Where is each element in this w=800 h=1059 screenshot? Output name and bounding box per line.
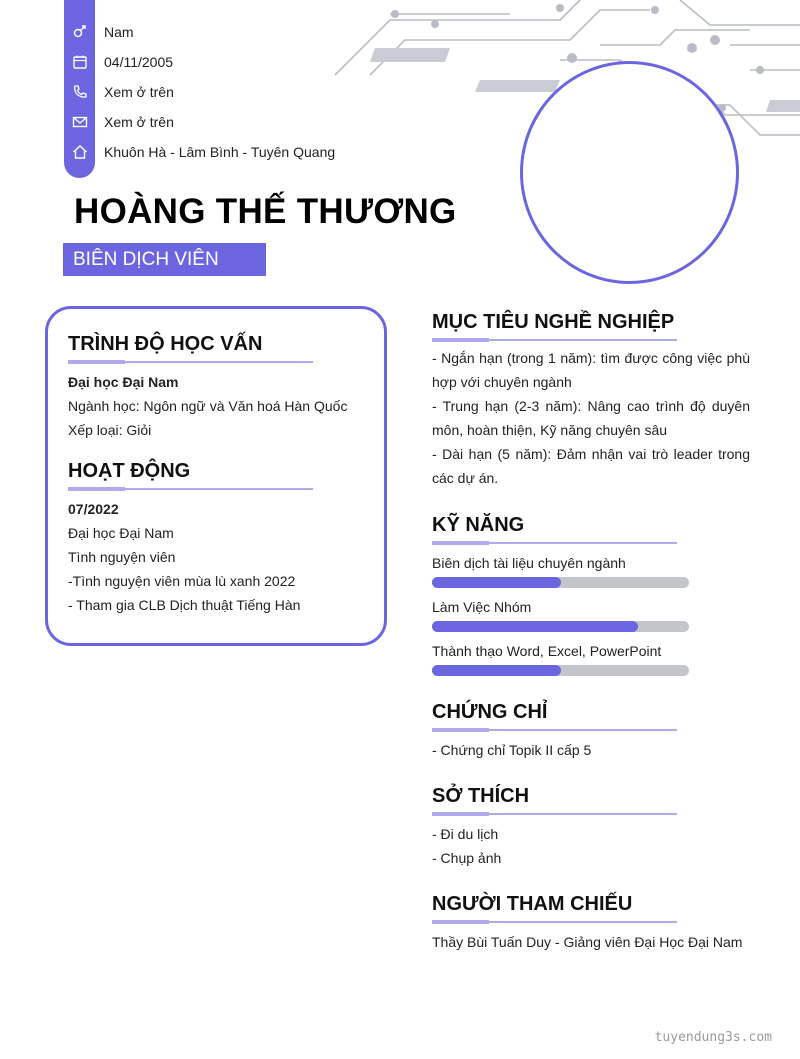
activities-item: -Tình nguyện viên mùa lù xanh 2022 xyxy=(68,573,296,589)
contact-email xyxy=(64,107,364,137)
education-major: Ngành học: Ngôn ngữ và Văn hoá Hàn Quốc xyxy=(68,398,348,414)
certificates-title: CHỨNG CHỈ xyxy=(432,701,548,723)
skill-bar xyxy=(432,577,689,588)
activities-item: - Tham gia CLB Dịch thuật Tiếng Hàn xyxy=(68,597,301,613)
skill-bar-fill xyxy=(432,621,638,632)
skill-label: Làm Việc Nhóm xyxy=(432,599,532,615)
education-underline xyxy=(68,361,313,363)
contact-email-text: Xem ở trên xyxy=(104,114,174,130)
phone-icon xyxy=(64,84,95,100)
references-underline xyxy=(432,921,677,923)
role-title: BIÊN DỊCH VIÊN xyxy=(73,249,219,270)
skill-bar xyxy=(432,621,689,632)
hobby-item: - Chụp ảnh xyxy=(432,850,502,866)
reference-text: Thầy Bùi Tuấn Duy - Giảng viên Đại Học Đại Nam xyxy=(432,934,743,950)
hobbies-title: SỞ THÍCH xyxy=(432,785,530,807)
objective-title: MỤC TIÊU NGHỀ NGHIỆP xyxy=(432,311,675,333)
avatar xyxy=(520,61,739,284)
skill-bar xyxy=(432,665,689,676)
footer-watermark: tuyendung3s.com xyxy=(654,1030,772,1045)
education-rank: Xếp loại: Giỏi xyxy=(68,422,152,438)
calendar-icon xyxy=(64,54,95,70)
skill-label: Biên dịch tài liệu chuyên ngành xyxy=(432,555,626,571)
skills-title: KỸ NĂNG xyxy=(432,514,525,536)
activities-date: 07/2022 xyxy=(68,501,119,517)
activities-org: Đại học Đại Nam xyxy=(68,525,174,541)
candidate-name: HOÀNG THẾ THƯƠNG xyxy=(74,192,457,231)
education-title: TRÌNH ĐỘ HỌC VẤN xyxy=(68,333,263,355)
skills-underline xyxy=(432,542,677,544)
contact-gender xyxy=(64,17,364,47)
contact-phone xyxy=(64,77,364,107)
hobby-item: - Đi du lịch xyxy=(432,826,499,842)
objective-item: - Ngắn hạn (trong 1 năm): tìm được công việc phù hợp với chuyên ngành xyxy=(432,350,750,390)
education-school: Đại học Đại Nam xyxy=(68,374,179,390)
objective-item: - Trung hạn (2-3 năm): Nâng cao trình độ duyên môn, hoàn thiện, Kỹ năng chuyên sâu xyxy=(432,398,750,438)
contact-address-text: Khuôn Hà - Lâm Bình - Tuyên Quang xyxy=(104,144,336,160)
home-icon xyxy=(64,144,95,160)
skill-bar-fill xyxy=(432,577,561,588)
mail-icon xyxy=(64,114,95,130)
hobbies-underline xyxy=(432,813,677,815)
contact-address xyxy=(64,137,364,167)
certificates-underline xyxy=(432,729,677,731)
objective-item: - Dài hạn (5 năm): Đảm nhận vai trò leader trong các dự án. xyxy=(432,446,750,486)
references-title: NGƯỜI THAM CHIẾU xyxy=(432,893,633,915)
gender-icon xyxy=(64,24,95,40)
activities-position: Tình nguyện viên xyxy=(68,549,176,565)
activities-underline xyxy=(68,488,313,490)
skill-bar-fill xyxy=(432,665,561,676)
certificate-item: - Chứng chỉ Topik II cấp 5 xyxy=(432,742,592,758)
activities-title: HOẠT ĐỘNG xyxy=(68,460,191,482)
contact-gender-text: Nam xyxy=(104,24,134,40)
contact-dob-text: 04/11/2005 xyxy=(104,54,174,70)
contact-phone-text: Xem ở trên xyxy=(104,84,174,100)
objective-underline xyxy=(432,339,677,341)
skill-label: Thành thạo Word, Excel, PowerPoint xyxy=(432,643,662,659)
contact-dob xyxy=(64,47,364,77)
